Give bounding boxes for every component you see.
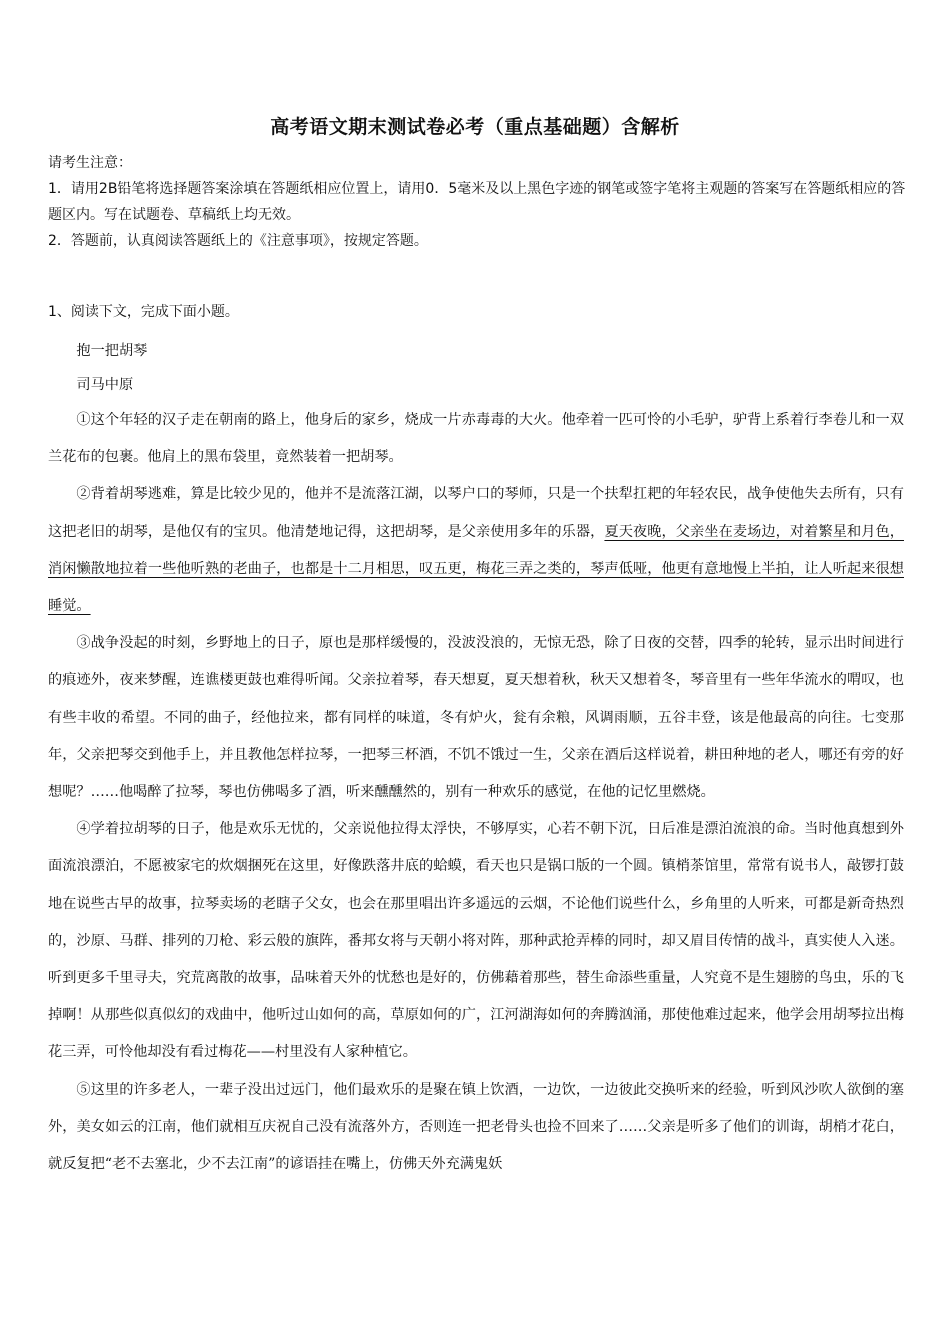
article-author: 司马中原 [76, 377, 134, 393]
document-title: 高考语文期末测试卷必考（重点基础题）含解析 [270, 116, 680, 138]
paragraph-5: ⑤这里的许多老人，一辈子没出过远门，他们最欢乐的是聚在镇上饮酒，一边饮，一边彼此交换听来的经验，听到风沙吹人欲倒的塞外，美女如云的江南，他们就相互庆祝自己没有流落外方，否则连一把老骨头也捡不回来了……父亲是听多了他们的训诲，胡梢才花白，就反复把“老不去塞北，少不去江南”的谚语挂在嘴上，仿佛天外充满鬼妖 [48, 1081, 904, 1173]
notice-item-2: 2．答题前，认真阅读答题纸上的《注意事项》，按规定答题。 [48, 233, 428, 249]
paragraph-2-text: ②背着胡琴逃难，算是比较少见的，他并不是流落江湖，以琴户口的琴师，只是一个扶犁扛耙的年轻农民，战争使他失去所有，只有这把老旧的胡琴，是他仅有的宝贝。他清楚地记得，这把胡琴，是父亲使用多年的乐器， [48, 486, 904, 540]
paragraph-2 [48, 476, 904, 625]
paragraph-4: ④学着拉胡琴的日子，他是欢乐无忧的，父亲说他拉得太浮快，不够厚实，心若不朝下沉，日后准是漂泊流浪的命。当时他真想到外面流浪漂泊，不愿被家宅的炊烟捆死在这里，好像跌落井底的蛤蟆，看天也只是锅口版的一个圆。镇梢茶馆里，常常有说书人，敲锣打鼓地在说些古早的故事，拉琴卖场的老瞎子父女，也会在那里唱出许多遥远的云烟，不论他们说些什么，乡角里的人听来，可都是新奇热烈的，沙原、马群、排列的刀枪、彩云般的旗阵，番邦女将与天朝小将对阵，那种武抢弄棒的同时，却又眉目传情的战斗，真实使人入迷。听到更多千里寻夫，究荒离散的故事，品味着天外的忧愁也是好的，仿佛藉着那些，替生命添些重量，人究竟不是生翅膀的鸟虫，乐的飞掉啊！从那些似真似幻的戏曲中，他听过山如何的高，草原如何的广，江河湖海如何的奔腾汹涌，那使他难过起来，他学会用胡琴拉出梅花三弄，可怜他却没有看过梅花——村里没有人家种植它。 [48, 821, 904, 1061]
paragraph-1: ①这个年轻的汉子走在朝南的路上，他身后的家乡，烧成一片赤毒毒的大火。他牵着一匹可怜的小毛驴，驴背上系着行李卷儿和一双兰花布的包裹。他肩上的黑布袋里，竟然装着一把胡琴。 [48, 412, 904, 466]
paragraph-2-underlined-text: 夏天夜晚，父亲坐在麦场边，对着繁星和月色，消闲懒散地拉着一些他听熟的老曲子，也都是十二月相思，叹五更，梅花三弄之类的，琴声低哑，他更有意地慢上半拍，让人听起来很想睡觉。 [48, 523, 904, 615]
exam-notice [48, 150, 908, 254]
paragraph-3: ③战争没起的时刻，乡野地上的日子，原也是那样缓慢的，没波没浪的，无惊无恐，除了日夜的交替，四季的轮转，显示出时间进行的痕迹外，夜来梦醒，连谯楼更鼓也难得听闻。父亲拉着琴，春天想夏，夏天想着秋，秋天又想着冬，琴音里有一些年华流水的喟叹，也有些丰收的希望。不同的曲子，经他拉来，都有同样的味道，冬有炉火，瓮有余粮，风调雨顺，五谷丰登，该是他最高的向往。七变那年，父亲把琴交到他手上，并且教他怎样拉琴，一把琴三杯酒，不饥不饿过一生，父亲在酒后这样说着，耕田种地的老人，哪还有旁的好想呢？……他喝醉了拉琴，琴也仿佛喝多了酒，听来醺醺然的，别有一种欢乐的感觉，在他的记忆里燃烧。 [48, 635, 904, 801]
question-1-prompt: 1、阅读下文，完成下面小题。 [48, 304, 239, 320]
article-title: 抱一把胡琴 [76, 343, 148, 359]
notice-item-1: 1．请用2B铅笔将选择题答案涂填在答题纸相应位置上，请用0．5毫米及以上黑色字迹的钢笔或签字笔将主观题的答案写在答题纸相应的答题区内。写在试题卷、草稿纸上均无效。 [48, 181, 906, 223]
notice-heading: 请考生注意： [48, 155, 132, 171]
reading-passage [48, 334, 904, 1183]
